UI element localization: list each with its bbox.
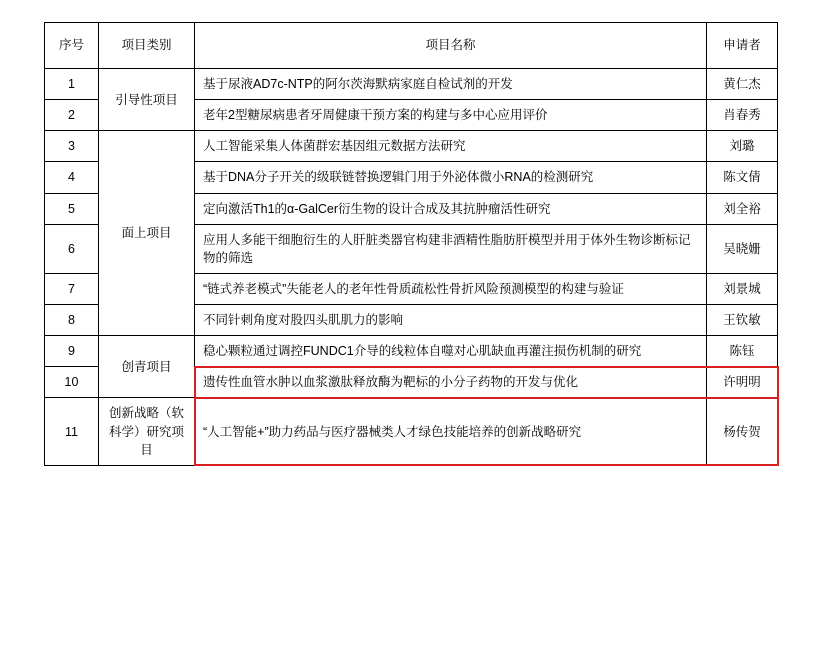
cell-applicant: 黄仁杰 [707,69,778,100]
cell-applicant: 肖春秀 [707,100,778,131]
cell-project-name: 定向激活Th1的α-GalCer衍生物的设计合成及其抗肿瘤活性研究 [195,193,707,224]
cell-project-category: 创新战略（软科学）研究项目 [99,398,195,465]
cell-applicant: 王钦敏 [707,305,778,336]
cell-applicant: 吴晓姗 [707,224,778,273]
cell-project-name: 遗传性血管水肿以血浆激肽释放酶为靶标的小分子药物的开发与优化 [195,367,707,398]
cell-project-name: 稳心颗粒通过调控FUNDC1介导的线粒体自噬对心肌缺血再灌注损伤机制的研究 [195,336,707,367]
cell-serial-number: 6 [45,224,99,273]
table-header [45,23,778,69]
header-no: 序号 [45,23,99,69]
cell-serial-number: 1 [45,69,99,100]
cell-project-name: 人工智能采集人体菌群宏基因组元数据方法研究 [195,131,707,162]
cell-applicant: 许明明 [707,367,778,398]
cell-project-category: 面上项目 [99,131,195,336]
cell-serial-number: 10 [45,367,99,398]
table-row [45,398,778,465]
table-header-row [45,23,778,69]
cell-project-category: 创青项目 [99,336,195,398]
cell-serial-number: 9 [45,336,99,367]
cell-serial-number: 3 [45,131,99,162]
table-body [45,69,778,466]
cell-applicant: 杨传贺 [707,398,778,465]
cell-serial-number: 4 [45,162,99,193]
header-name: 项目名称 [195,23,707,69]
project-table [44,22,778,466]
cell-project-name: 应用人多能干细胞衍生的人肝脏类器官构建非酒精性脂肪肝模型并用于体外生物诊断标记物的筛选 [195,224,707,273]
cell-applicant: 陈文倩 [707,162,778,193]
cell-serial-number: 2 [45,100,99,131]
header-category: 项目类别 [99,23,195,69]
cell-serial-number: 5 [45,193,99,224]
cell-applicant: 刘全裕 [707,193,778,224]
table-row [45,336,778,367]
header-applicant: 申请者 [707,23,778,69]
cell-project-name: “链式养老模式”失能老人的老年性骨质疏松性骨折风险预测模型的构建与验证 [195,273,707,304]
cell-applicant: 刘景城 [707,273,778,304]
cell-project-name: “人工智能+”助力药品与医疗器械类人才绿色技能培养的创新战略研究 [195,398,707,465]
cell-project-name: 基于DNA分子开关的级联链替换逻辑门用于外泌体微小RNA的检测研究 [195,162,707,193]
cell-applicant: 陈钰 [707,336,778,367]
cell-serial-number: 7 [45,273,99,304]
cell-project-name: 不同针刺角度对股四头肌肌力的影响 [195,305,707,336]
cell-serial-number: 11 [45,398,99,465]
cell-applicant: 刘璐 [707,131,778,162]
table-row [45,131,778,162]
cell-serial-number: 8 [45,305,99,336]
cell-project-name: 老年2型糖尿病患者牙周健康干预方案的构建与多中心应用评价 [195,100,707,131]
cell-project-category: 引导性项目 [99,69,195,131]
cell-project-name: 基于尿液AD7c-NTP的阿尔茨海默病家庭自检试剂的开发 [195,69,707,100]
table-row [45,69,778,100]
